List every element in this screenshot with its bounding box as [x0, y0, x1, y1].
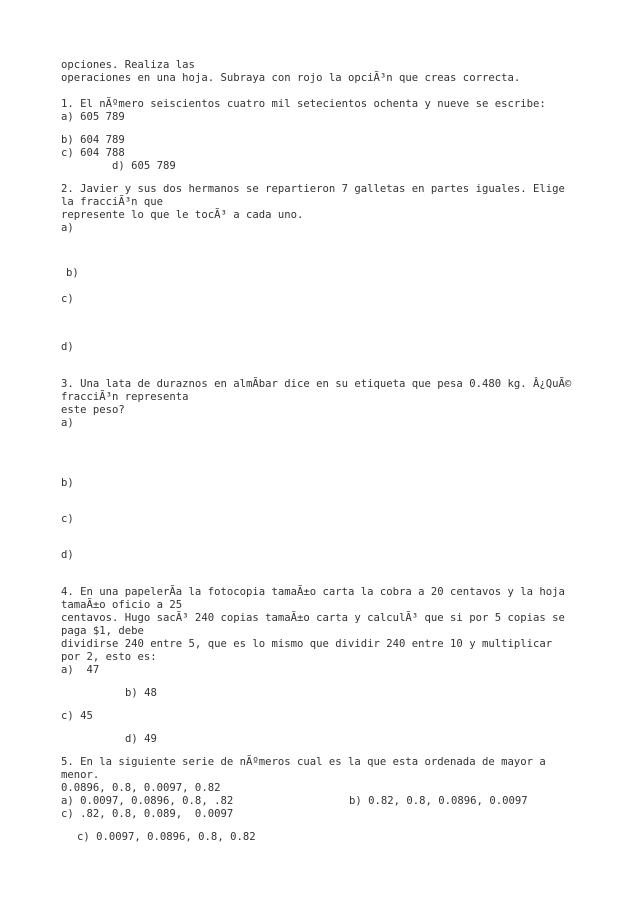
q3-line-3: este peso? — [61, 404, 125, 416]
q4-line-5: dividirse 240 entre 5, que es lo mismo que dividir 240 entre 10 y multiplicar — [61, 638, 553, 650]
q2-option-c: c) — [61, 293, 74, 305]
q4-line-2: tamaÃ±o oficio a 25 — [61, 599, 183, 611]
q4-option-b: b) 48 — [125, 687, 157, 699]
q4-option-d: d) 49 — [125, 733, 157, 745]
q3-option-c: c) — [61, 513, 74, 525]
q2-option-d: d) — [61, 341, 74, 353]
q5-option-b: b) 0.82, 0.8, 0.0896, 0.0097 — [349, 795, 528, 807]
q2-option-a: a) — [61, 222, 74, 234]
q5-line-1: 5. En la siguiente serie de nÃºmeros cual es la que esta ordenada de mayor a — [61, 756, 546, 768]
q3-option-d: d) — [61, 549, 74, 561]
q5-option-c: c) .82, 0.8, 0.089, 0.0097 — [61, 808, 234, 820]
q3-line-1: 3. Una lata de duraznos en almÃbar dice en su etiqueta que pesa 0.480 kg. Â¿QuÃ© — [61, 378, 572, 390]
q1-option-c: c) 604 788 — [61, 147, 125, 159]
intro-line-1: opciones. Realiza las — [61, 59, 195, 71]
q5-series: 0.0896, 0.8, 0.0097, 0.82 — [61, 782, 221, 794]
q4-line-1: 4. En una papelerÃa la fotocopia tamaÃ±o carta la cobra a 20 centavos y la hoja — [61, 586, 565, 598]
q4-line-3: centavos. Hugo sacÃ³ 240 copias tamaÃ±o carta y calculÃ³ que si por 5 copias se — [61, 612, 565, 624]
q5-option-a: a) 0.0097, 0.0896, 0.8, .82 — [61, 795, 234, 807]
q3-line-2: fracciÃ³n representa — [61, 391, 189, 403]
q4-option-a: a) 47 — [61, 664, 100, 676]
q1-question: 1. El nÃºmero seiscientos cuatro mil setecientos ochenta y nueve se escribe: — [61, 98, 546, 110]
q2-line-3: represente lo que le tocÃ³ a cada uno. — [61, 209, 304, 221]
q2-line-2: la fracciÃ³n que — [61, 196, 164, 208]
q3-option-a: a) — [61, 417, 74, 429]
q2-line-1: 2. Javier y sus dos hermanos se repartieron 7 galletas en partes iguales. Elige — [61, 183, 565, 195]
intro-line-2: operaciones en una hoja. Subraya con rojo la opciÃ³n que creas correcta. — [61, 72, 521, 84]
q1-option-a: a) 605 789 — [61, 111, 125, 123]
q3-option-b: b) — [61, 477, 74, 489]
q1-option-b: b) 604 789 — [61, 134, 125, 146]
q4-line-6: por 2, esto es: — [61, 651, 157, 663]
q5-option-c-repeat: c) 0.0097, 0.0896, 0.8, 0.82 — [77, 831, 256, 843]
q4-line-4: paga $1, debe — [61, 625, 144, 637]
q4-option-c: c) 45 — [61, 710, 93, 722]
q1-option-d: d) 605 789 — [112, 160, 176, 172]
q2-option-b: b) — [66, 267, 79, 279]
q5-line-2: menor. — [61, 769, 100, 781]
